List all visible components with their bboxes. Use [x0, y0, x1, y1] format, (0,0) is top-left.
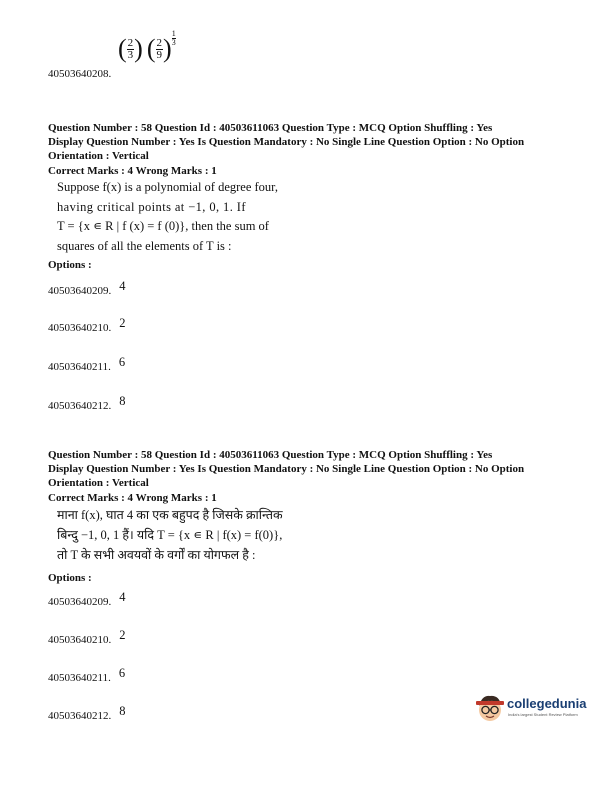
option-id: 40503640210. — [48, 322, 112, 334]
option-value: 6 — [118, 666, 126, 680]
q1-option[interactable] — [48, 396, 126, 414]
option-id: 40503640212. — [48, 400, 112, 412]
q1-option[interactable] — [48, 281, 126, 299]
q2-question-text — [57, 505, 283, 565]
collegedunia-logo — [474, 690, 594, 724]
option-id: 40503640212. — [48, 710, 112, 722]
option-value: 4 — [119, 590, 126, 604]
option-id: 40503640211. — [48, 361, 111, 373]
q2-option[interactable] — [48, 706, 126, 724]
option-value: 6 — [118, 355, 126, 369]
previous-option-id: 40503640208. — [48, 68, 112, 80]
q1-text-line: Suppose f(x) is a polynomial of degree four, — [57, 180, 278, 194]
q1-options-label: Options : — [48, 259, 92, 271]
q1-text-line: squares of all the elements of T is : — [57, 238, 232, 253]
option-value: 8 — [119, 394, 126, 408]
q2-meta-line-1: Question Number : 58 Question Id : 40503611063 Question Type : MCQ Option Shuffling : Yes — [48, 449, 493, 461]
option-value: 2 — [119, 628, 126, 642]
q1-option[interactable] — [48, 357, 125, 375]
student-mascot-icon — [474, 692, 506, 724]
q2-marks: Correct Marks : 4 Wrong Marks : 1 — [48, 492, 217, 504]
option-id: 40503640211. — [48, 672, 111, 684]
exponent-1-3: $\frac{1}{3}$ — [171, 29, 176, 47]
option-id: 40503640210. — [48, 634, 112, 646]
fraction-2-3: $\frac{2}{3}$ — [127, 36, 134, 61]
previous-option-expression: ( $\frac{2}{3}$ ) ( $\frac{2}{9}$ ) $\frac{1}{3}$ — [118, 29, 176, 63]
option-value: 2 — [119, 316, 126, 330]
q1-text-line: T = {x ∊ R | f (x) = f (0)}, then the sum of — [57, 219, 269, 233]
q1-text-line: having critical points at −1, 0, 1. If — [57, 199, 246, 214]
q1-meta-line-3: Orientation : Vertical — [48, 150, 149, 162]
q2-meta-line-2: Display Question Number : Yes Is Question Mandatory : No Single Line Question Option : No Option — [48, 463, 525, 475]
q1-question-text — [57, 178, 278, 256]
option-value: 8 — [119, 704, 126, 718]
option-id: 40503640209. — [48, 596, 112, 608]
q1-option[interactable] — [48, 318, 126, 336]
logo-wordmark: collegedunia — [507, 696, 587, 711]
q1-meta-line-1: Question Number : 58 Question Id : 40503611063 Question Type : MCQ Option Shuffling : Yes — [48, 122, 493, 134]
logo-tagline: India's largest Student Review Platform — [508, 712, 578, 717]
q2-text-line: माना f(x), घात 4 का एक बहुपद है जिसके क्रान्तिक — [57, 508, 283, 522]
fraction-2-9: $\frac{2}{9}$ — [156, 36, 163, 61]
option-value: 4 — [119, 279, 126, 293]
q2-text-line: तो T के सभी अवयवों के वर्गों का योगफल है : — [57, 548, 256, 562]
q2-text-line: बिन्दु −1, 0, 1 हैं। यदि T = {x ∊ R | f(x) = f(0)}, — [57, 528, 283, 542]
q2-meta-line-3: Orientation : Vertical — [48, 477, 149, 489]
q2-options-label: Options : — [48, 572, 92, 584]
q1-meta-line-2: Display Question Number : Yes Is Question Mandatory : No Single Line Question Option : No Option — [48, 136, 525, 148]
q2-option[interactable] — [48, 592, 126, 610]
q2-option[interactable] — [48, 668, 125, 686]
q1-marks: Correct Marks : 4 Wrong Marks : 1 — [48, 165, 217, 177]
q2-option[interactable] — [48, 630, 126, 648]
option-id: 40503640209. — [48, 285, 112, 297]
